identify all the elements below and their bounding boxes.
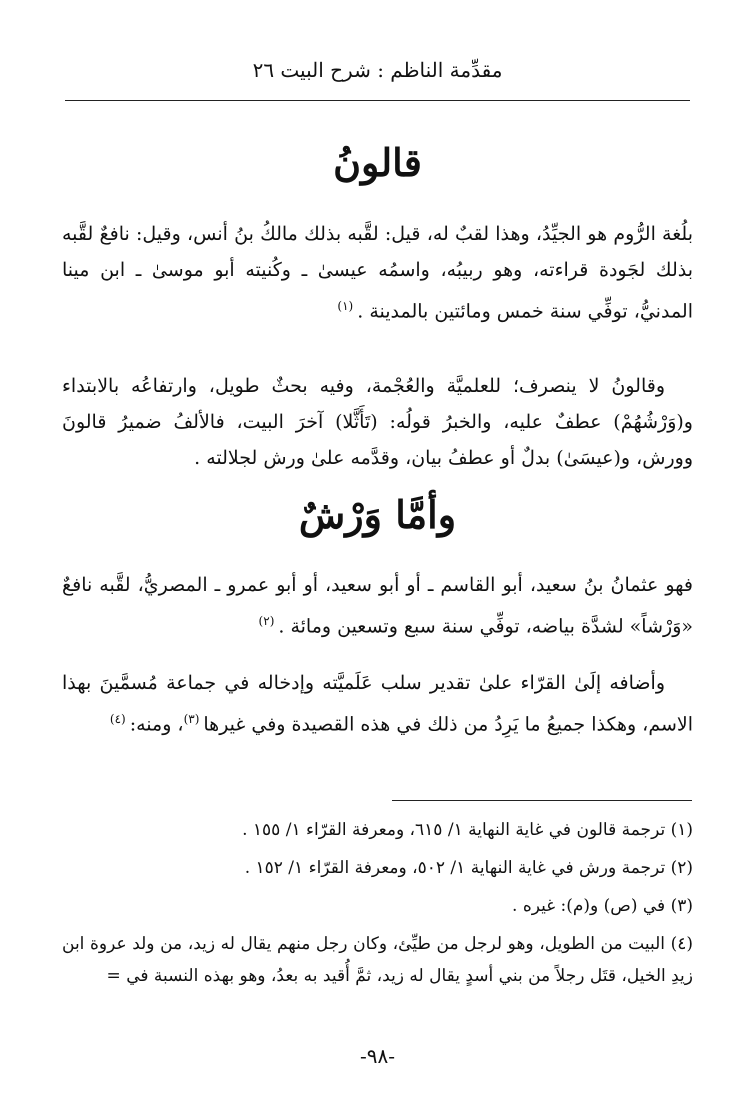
paragraph-qalun-grammar: وقالونُ لا ينصرف؛ للعلميَّة والعُجْمة، وفيه بحثٌ طويل، وارتفاعُه بالابتداء و(وَرْشُهُمْ) عطفٌ عليه، والخبرُ قولُه: (تَأَثَّلا) آخرَ البيت، فالألفُ ضميرُ قالونَ وورش، و(عيسَىٰ) بدلٌ أو عطفُ بيان، وقدَّمه علىٰ ورش لجلالته . — [62, 375, 693, 469]
footnote-ref-4[interactable]: (٤) — [109, 712, 126, 726]
footnote-ref-3[interactable]: (٣) — [183, 712, 200, 726]
footnote-3: (٣) في (ص) و(م): غيره . — [512, 896, 693, 916]
paragraph-text-tail: ، ومنه: — [129, 713, 184, 736]
paragraph-text: فهو عثمانُ بنُ سعيد، أبو القاسم ـ أو أبو سعيد، أو أبو عمرو ـ المصريُّ، لقَّبه نافعٌ «وَرْشاً» لشدَّة بياضه، توفِّي سنة سبع وتسعين ومائة . — [62, 574, 693, 638]
footnote-separator — [392, 800, 692, 801]
paragraph-warsh-idafa — [62, 665, 693, 742]
footnote-4: (٤) البيت من الطويل، وهو لرجل من طيِّئ، وكان رجل منهم يقال له زيد، من ولد عروة ابن زيدِ الخيل، قتَل رجلاً من بني أسدٍ يقال له زيد، ثمَّ أُقيد به بعدُ، وهو بهذه النسبة في = — [62, 934, 693, 986]
running-header: مقدِّمة الناظم : شرح البيت ٢٦ — [252, 58, 503, 82]
paragraph-text: بلُغة الرُّوم هو الجيِّدُ، وهذا لقبٌ له، قيل: لقَّبه بذلك مالكُ بنُ أنس، وقيل: نافعٌ لقَّبه بذلك لجَودة قراءته، وهو ربيبُه، واسمُه عيسىٰ ـ وكُنيته أبو موسىٰ ـ ابن مينا المدنيُّ، توفِّي سنة خمس ومائتين بالمدينة . — [62, 223, 693, 323]
paragraph-warsh-intro — [62, 567, 693, 644]
footnote-2: (٢) ترجمة ورش في غاية النهاية ١/ ٥٠٢، ومعرفة القرّاء ١/ ١٥٢ . — [244, 858, 693, 878]
header-rule — [65, 100, 690, 101]
footnote-1: (١) ترجمة قالون في غاية النهاية ١/ ٦١٥، ومعرفة القرّاء ١/ ١٥٥ . — [242, 820, 693, 840]
paragraph-text: وأضافه إلَىٰ القرّاء علىٰ تقدير سلب عَلَميَّته وإدخاله في جماعة مُسمَّينَ بهذا الاسم، وهكذا جميعُ ما يَرِدُ من ذلك في هذه القصيدة وفي غيرها — [62, 672, 693, 736]
section-title-qalun: قالونُ — [333, 140, 422, 185]
footnote-ref-1[interactable]: (١) — [337, 299, 354, 313]
page-number: -٩٨- — [359, 1044, 395, 1068]
paragraph-qalun-intro — [62, 216, 693, 329]
footnote-ref-2[interactable]: (٢) — [258, 614, 275, 628]
section-title-warsh: وأمَّا وَرْشٌ — [298, 492, 457, 537]
footnotes — [62, 814, 693, 998]
